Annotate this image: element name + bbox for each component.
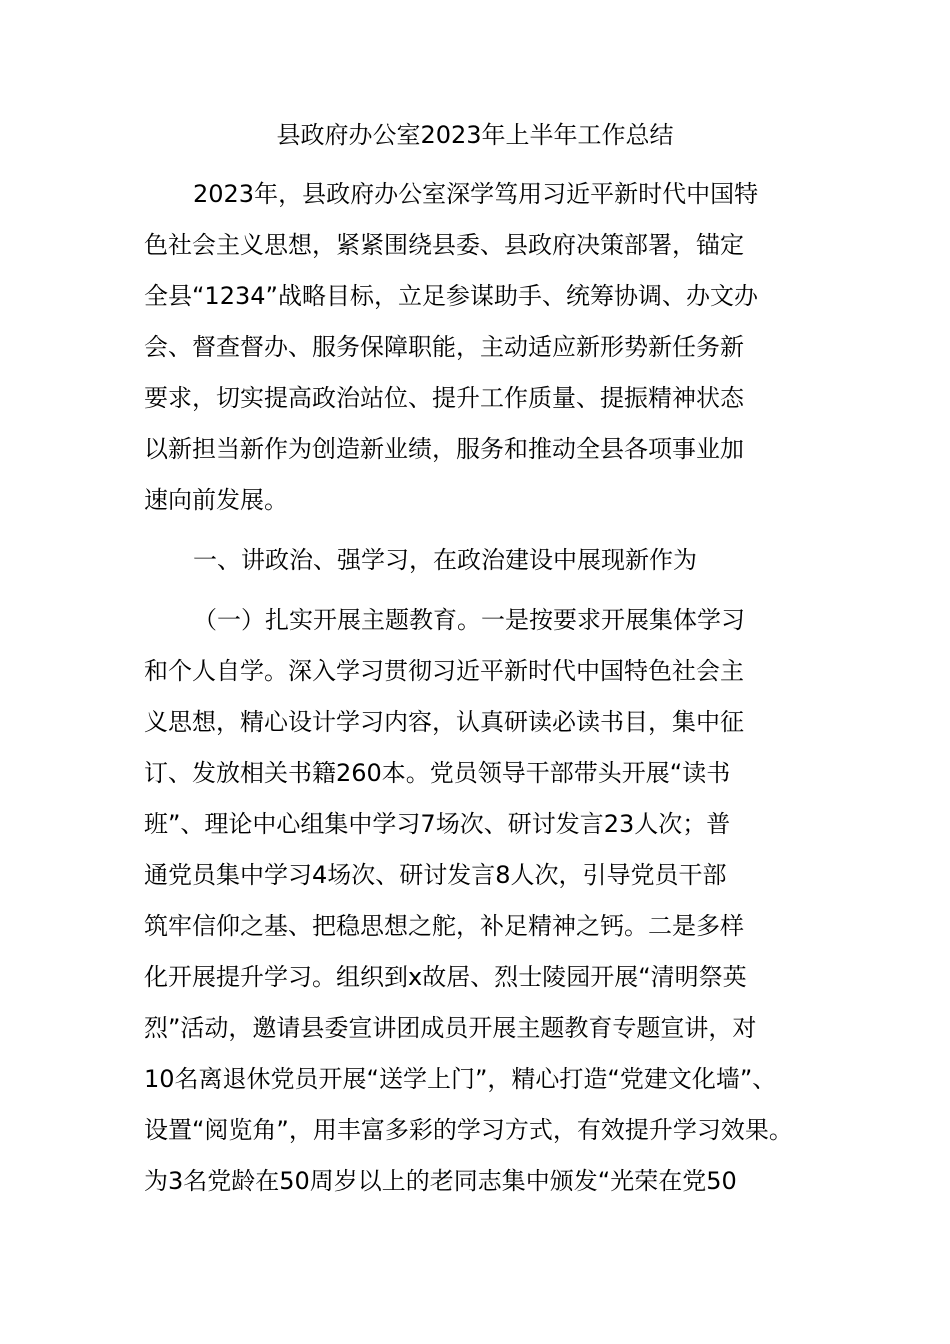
- paragraph-line: （一）扎实开展主题教育。一是按要求开展集体学习: [193, 606, 745, 634]
- paragraph-spacer: [144, 591, 814, 600]
- paragraph-line: 通党员集中学习4场次、研讨发言8人次，引导党员干部: [144, 861, 727, 889]
- paragraph-line: 色社会主义思想，紧紧围绕县委、县政府决策部署，锚定: [144, 231, 744, 259]
- document-title: 县政府办公室2023年上半年工作总结: [276, 121, 674, 149]
- paragraph-line: 全县“1234”战略目标，立足参谋助手、统筹协调、办文办: [144, 282, 758, 310]
- document-body: [144, 174, 814, 1212]
- subsection-paragraph: [144, 600, 814, 1212]
- paragraph-line: 筑牢信仰之基、把稳思想之舵，补足精神之钙。二是多样: [144, 912, 744, 940]
- paragraph-line: 以新担当新作为创造新业绩，服务和推动全县各项事业加: [144, 435, 744, 463]
- paragraph-spacer: [144, 531, 814, 540]
- section-heading-line: 一、讲政治、强学习，在政治建设中展现新作为: [193, 546, 697, 574]
- paragraph-line: 会、督查督办、服务保障职能，主动适应新形势新任务新: [144, 333, 744, 361]
- paragraph-line: 设置“阅览角”，用丰富多彩的学习方式，有效提升学习效果。: [144, 1116, 793, 1144]
- paragraph-line: 2023年，县政府办公室深学笃用习近平新时代中国特: [193, 180, 759, 208]
- paragraph-line: 10名离退休党员开展“送学上门”，精心打造“党建文化墙”、: [144, 1065, 777, 1093]
- paragraph-line: 速向前发展。: [144, 486, 288, 514]
- paragraph-line: 为3名党龄在50周岁以上的老同志集中颁发“光荣在党50: [144, 1167, 737, 1195]
- paragraph-line: 义思想，精心设计学习内容，认真研读必读书目，集中征: [144, 708, 744, 736]
- intro-paragraph: [144, 174, 814, 531]
- paragraph-line: 和个人自学。深入学习贯彻习近平新时代中国特色社会主: [144, 657, 744, 685]
- section-heading: [144, 540, 814, 591]
- paragraph-line: 烈”活动，邀请县委宣讲团成员开展主题教育专题宣讲，对: [144, 1014, 757, 1042]
- paragraph-line: 班”、理论中心组集中学习7场次、研讨发言23人次；普: [144, 810, 731, 838]
- paragraph-line: 要求，切实提高政治站位、提升工作质量、提振精神状态: [144, 384, 744, 412]
- paragraph-line: 化开展提升学习。组织到x故居、烈士陵园开展“清明祭英: [144, 963, 747, 991]
- paragraph-line: 订、发放相关书籍260本。党员领导干部带头开展“读书: [144, 759, 731, 787]
